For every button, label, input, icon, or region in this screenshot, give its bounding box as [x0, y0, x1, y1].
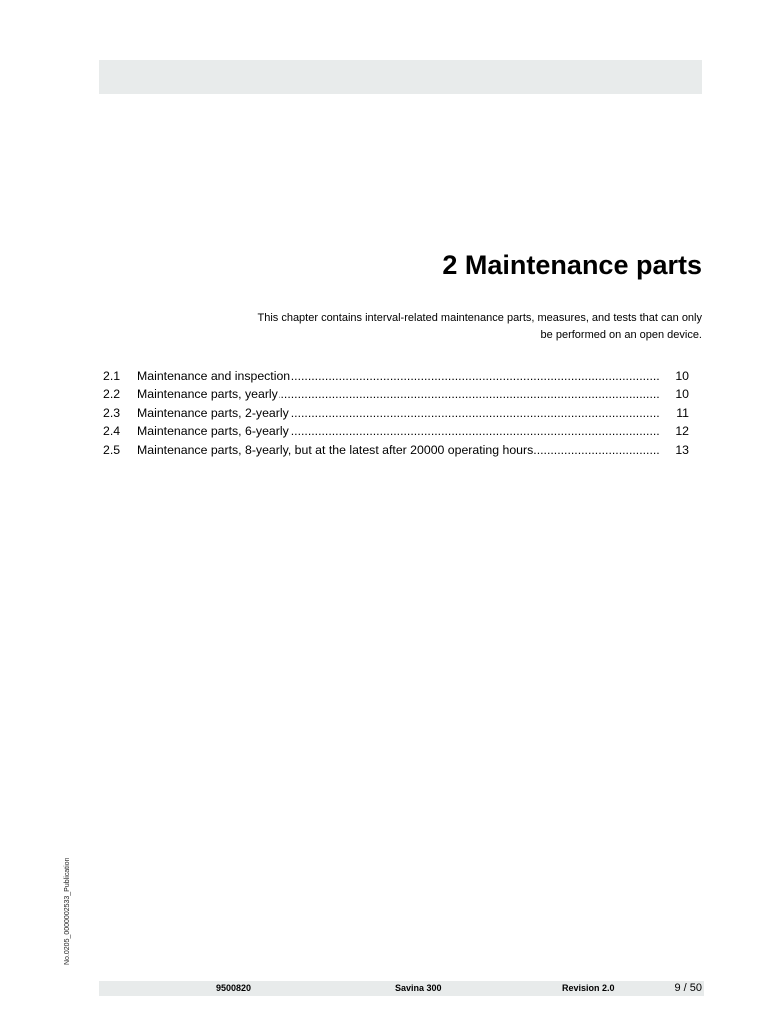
footer-page-number: 9 / 50	[674, 982, 702, 994]
toc-entry-title-wrapper	[137, 367, 659, 385]
toc-entry-number: 2.4	[103, 424, 121, 439]
toc-entry-number: 2.1	[103, 369, 121, 383]
toc-entry-page[interactable]: 10	[675, 369, 689, 383]
chapter-intro-line-2: be performed on an open device.	[540, 329, 702, 341]
header-bar	[99, 60, 702, 94]
toc-entry-2-5[interactable]	[103, 441, 689, 459]
toc-entry-page[interactable]: 10	[675, 387, 689, 402]
publication-side-note: No.0205_0000002533_Publication	[64, 857, 71, 965]
toc-entry-number: 2.5	[103, 442, 121, 457]
chapter-intro	[182, 310, 702, 344]
chapter-intro-line-1: This chapter contains interval-related maintenance parts, measures, and tests that can only	[257, 312, 702, 324]
toc-entry-number: 2.3	[103, 405, 121, 420]
toc-entry-page[interactable]: 12	[675, 424, 689, 439]
toc-entry-2-2[interactable]	[103, 385, 689, 403]
chapter-title: 2 Maintenance parts	[442, 250, 702, 280]
footer-doc-number: 9500820	[216, 983, 252, 993]
toc-entry-title[interactable]: Maintenance and inspection	[137, 369, 291, 383]
toc-entry-2-4[interactable]	[103, 422, 689, 440]
footer-product: Savina 300	[395, 983, 442, 993]
table-of-contents	[103, 367, 689, 459]
toc-entry-page[interactable]: 11	[676, 405, 689, 420]
toc-entry-2-1[interactable]	[103, 367, 689, 385]
toc-entry-2-3[interactable]	[103, 404, 689, 422]
toc-entry-title-wrapper	[137, 441, 659, 459]
toc-entry-title[interactable]: Maintenance parts, 8-yearly, but at the latest after 20000 operating hours	[137, 442, 534, 457]
toc-entry-title-wrapper	[137, 422, 659, 440]
footer-revision: Revision 2.0	[562, 983, 615, 993]
toc-entry-title[interactable]: Maintenance parts, 2-yearly	[137, 405, 289, 420]
toc-entry-number: 2.2	[103, 387, 121, 402]
toc-entry-title-wrapper	[137, 385, 659, 403]
toc-entry-title[interactable]: Maintenance parts, 6-yearly	[137, 424, 289, 439]
toc-entry-title[interactable]: Maintenance parts, yearly	[137, 387, 278, 402]
toc-entry-page[interactable]: 13	[675, 442, 689, 457]
toc-entry-title-wrapper	[137, 404, 659, 422]
